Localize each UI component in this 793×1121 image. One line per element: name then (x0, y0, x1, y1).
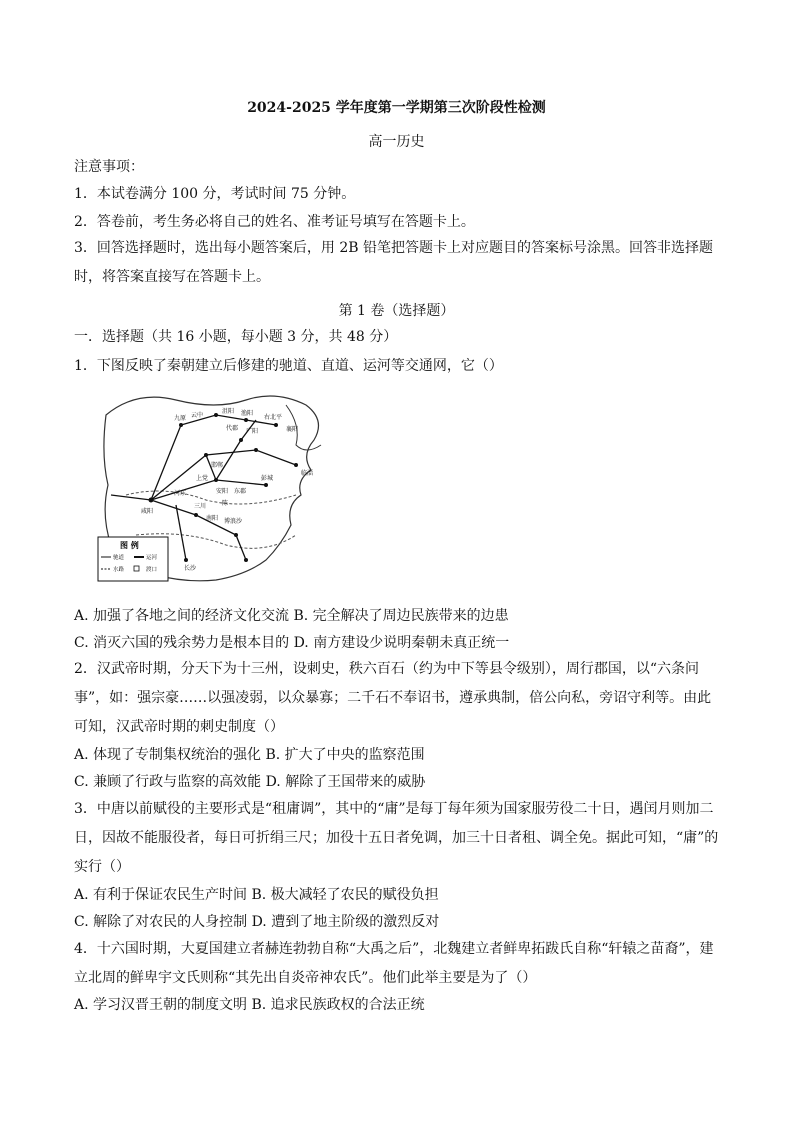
question-1-stem: 1．下图反映了秦朝建立后修建的驰道、直道、运河等交通网，它（） (74, 358, 503, 374)
part-title: 一．选择题（共 16 小题，每小题 3 分，共 48 分） (74, 329, 398, 345)
place-label: 陈 (222, 500, 229, 507)
exam-title: 2024-2025 学年度第一学期第三次阶段性检测 (247, 100, 546, 116)
note-item-3: 3．回答选择题时，选出每小题答案后，用 2B 铅笔把答题卡上对应题目的答案标号涂黑。回答非选择题时，将答案直接写在答题卡上。 (74, 240, 714, 285)
place-label: 长沙 (184, 565, 197, 572)
legend-item-ferry: 渡口 (146, 567, 158, 573)
place-label: 东郡 (234, 488, 247, 495)
legend-item-canal: 运河 (146, 555, 158, 561)
note-item-2: 2．答卷前，考生务必将自己的姓名、准考证号填写在答题卡上。 (74, 214, 475, 230)
place-label: 临淄 (301, 470, 314, 477)
question-2-stem: 2．汉武帝时期，分天下为十三州，设刺史，秩六百石（约为中下等县令级别），周行郡国，以“六条问事”，如：强宗豪……以强凌弱，以众暴寡；二千石不奉诏书，遵承典制，倍公向私，旁诏守利等。由此可知，汉武帝时期的刺史制度（） (74, 661, 712, 735)
volume-title: 第 1 卷（选择题） (338, 303, 455, 319)
question-1-option-ab: A. 加强了各地之间的经济文化交流 B. 完全解决了周边民族带来的边患 (74, 608, 509, 624)
question-4-option-ab: A. 学习汉晋王朝的制度文明 B. 追求民族政权的合法正统 (74, 997, 425, 1013)
place-label: 右北平 (264, 414, 283, 421)
legend-item-waterway: 水路 (113, 567, 125, 573)
qin-transport-map (96, 385, 336, 585)
place-label: 彭城 (261, 475, 274, 482)
place-label: 邯郸 (211, 462, 224, 469)
place-label: 安阳 (216, 488, 229, 495)
question-3-option-cd: C. 解除了对农民的人身控制 D. 遭到了地主阶级的激烈反对 (74, 914, 440, 930)
place-label: 渔阳 (241, 410, 254, 417)
place-label: 博浪沙 (224, 518, 243, 525)
question-2-option-ab: A. 体现了专制集权统治的强化 B. 扩大了中央的监察范围 (74, 747, 425, 763)
place-label: 广阳 (246, 428, 259, 435)
notes-heading: 注意事项： (74, 159, 144, 175)
place-label: 河东 (174, 490, 187, 497)
question-3-option-ab: A. 有利于保证农民生产时间 B. 极大减轻了农民的赋役负担 (74, 887, 439, 903)
question-3-stem: 3．中唐以前赋役的主要形式是“租庸调”，其中的“庸”是每丁每年须为国家服劳役二十日，遇闰月则加二日，因故不能服役者，每日可折绢三尺；加役十五日者免调，加三十日者租、调全免。据此可知，“庸”的实行（） (74, 801, 719, 875)
question-2-option-cd: C. 兼顾了行政与监察的高效能 D. 解除了王国带来的威胁 (74, 774, 426, 790)
place-label: 九原 (174, 415, 187, 422)
place-label: 沮阳 (222, 408, 235, 415)
place-label: 襄阳 (286, 426, 299, 433)
place-label: 云中 (191, 412, 204, 419)
question-1-option-cd: C. 消灭六国的残余势力是根本目的 D. 南方建设少说明秦朝未真正统一 (74, 635, 510, 651)
place-label: 咸阳 (141, 508, 154, 515)
legend-item-road: 驰道 (113, 555, 125, 561)
note-item-1: 1．本试卷满分 100 分，考试时间 75 分钟。 (74, 186, 356, 202)
question-4-stem: 4．十六国时期，大夏国建立者赫连勃勃自称“大禹之后”，北魏建立者鲜卑拓跋氏自称“轩辕之苗裔”，建立北周的鲜卑宇文氏则称“其先出自炎帝神农氏”。他们此举主要是为了（） (74, 941, 714, 986)
map-legend-title: 图 例 (120, 541, 139, 550)
place-label: 南阳 (206, 515, 219, 522)
place-label: 代郡 (226, 425, 239, 432)
place-label: 三川 (194, 503, 207, 510)
exam-subject: 高一历史 (368, 134, 425, 150)
place-label: 上党 (196, 475, 209, 482)
